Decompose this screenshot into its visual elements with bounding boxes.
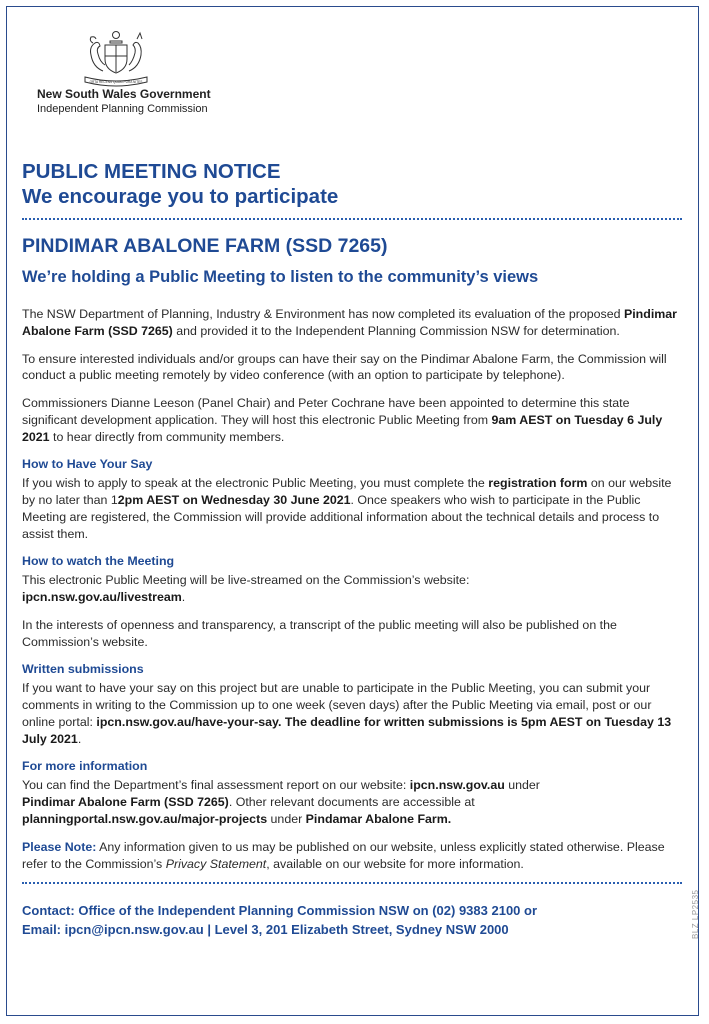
intro-paragraph-3: Commissioners Dianne Leeson (Panel Chair) and Peter Cochrane have been appointed to determine this state significant development application. They will host this electronic Public Meeting from 9am AEST on Tuesday 6 July 2021 to hear directly from community members. (22, 396, 663, 444)
more-info-paragraph: You can find the Department’s final assessment report on our website: ipcn.nsw.gov.au under Pindimar Abalone Farm (SSD 7265). Other relevant documents are accessible at planningportal.nsw.gov.au/major-projects under Pindamar Abalone Farm. (22, 778, 540, 826)
contact-block (22, 901, 682, 939)
watch-paragraph-1: This electronic Public Meeting will be live-streamed on the Commission’s website: ipcn.nsw.gov.au/livestream. (22, 573, 470, 605)
watch-paragraph-2: In the interests of openness and transparency, a transcript of the public meeting will also be published on the Commission’s website. (22, 617, 617, 649)
dotted-divider-bottom (22, 882, 682, 884)
have-your-say-paragraph: If you wish to apply to speak at the electronic Public Meeting, you must complete the registration form on our website by no later than 12pm AEST on Wednesday 30 June 2021. Once speakers who wish to participate in the Public Meeting are registered, the Commission will provide additional information about the technical details and process to assist them. (22, 476, 672, 541)
project-tagline: We’re holding a Public Meeting to listen to the community’s views (22, 268, 539, 286)
notice-heading (22, 159, 682, 209)
print-code: BLZ LP2535 (691, 889, 700, 939)
intro-paragraph-1: The NSW Department of Planning, Industry & Environment has now completed its evaluation of the proposed Pindimar Abalone Farm (SSD 7265) and provided it to the Independent Planning Commission NSW for determination. (22, 307, 677, 338)
contact-line-1: Contact: Office of the Independent Planning Commission NSW on (02) 9383 2100 or (22, 903, 538, 919)
ipcn-website-link[interactable]: ipcn.nsw.gov.au (409, 778, 505, 793)
project-title: PINDIMAR ABALONE FARM (SSD 7265) (22, 235, 388, 257)
dotted-divider (22, 218, 682, 220)
notice-page (6, 6, 699, 1016)
written-paragraph: If you want to have your say on this project but are unable to participate in the Public Meeting, you can submit your comments in writing to the Commission up to one week (seven days) after the Public Meeting via email, post or our online portal: ipcn.nsw.gov.au/have-your-say. The deadline for written submissions is 5pm AEST on Tuesday 13 July 2021. (22, 681, 672, 746)
svg-text:ORTA RECENS QUAM PURA NITES: ORTA RECENS QUAM PURA NITES (89, 80, 143, 84)
section-heading-have-your-say: How to Have Your Say (22, 456, 153, 471)
please-note-paragraph: Please Note: Any information given to us may be published on our website, unless explicitly stated otherwise. Please refer to the Commission’s Privacy Statement, available on our website for more information. (22, 839, 665, 871)
section-heading-written: Written submissions (22, 661, 144, 676)
section-heading-watch: How to watch the Meeting (22, 553, 175, 568)
livestream-link[interactable]: ipcn.nsw.gov.au/livestream (22, 590, 182, 605)
notice-title: PUBLIC MEETING NOTICE (22, 160, 281, 183)
nsw-coat-of-arms-icon (75, 29, 157, 89)
section-heading-more-info: For more information (22, 758, 148, 773)
intro-paragraph-2: To ensure interested individuals and/or groups can have their say on the Pindimar Abalone Farm, the Commission will conduct a public meeting remotely by video conference (with an option to participate by telephone). (22, 351, 667, 383)
notice-content (22, 159, 682, 939)
contact-line-2: Email: ipcn@ipcn.nsw.gov.au | Level 3, 201 Elizabeth Street, Sydney NSW 2000 (22, 922, 509, 938)
notice-subtitle: We encourage you to participate (22, 185, 339, 208)
commission-name: Independent Planning Commission (37, 103, 208, 115)
planning-portal-link[interactable]: planningportal.nsw.gov.au/major-projects (22, 811, 268, 826)
have-your-say-link[interactable]: ipcn.nsw.gov.au/have-your-say (96, 714, 278, 729)
privacy-statement: Privacy Statement (165, 856, 267, 871)
government-name: New South Wales Government (37, 87, 211, 101)
